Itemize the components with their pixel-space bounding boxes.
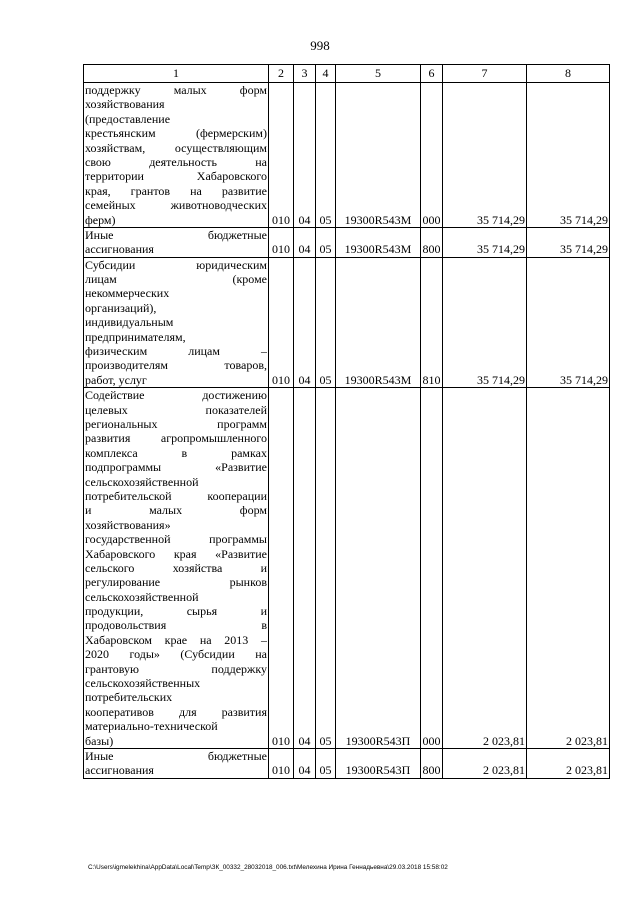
row-description — [84, 227, 269, 257]
header-cell: 5 — [336, 65, 421, 83]
ministry-code-cell: 010 — [269, 388, 294, 749]
amount-cell: 35 714,29 — [527, 257, 610, 388]
amount-cell: 2 023,81 — [443, 388, 527, 749]
description-line: физическим лицам – — [85, 344, 267, 359]
description-line: сельскохозяйственной — [85, 589, 199, 604]
row-description — [84, 388, 269, 749]
description-line: региональных программ — [85, 416, 267, 431]
description-line: (предоставление — [85, 111, 171, 126]
ministry-code-cell: 010 — [269, 748, 294, 778]
description-line: свою деятельность на — [85, 154, 267, 169]
description-line: поддержку малых форм — [85, 83, 267, 97]
subsection-code-cell: 05 — [316, 388, 336, 749]
description-line: ассигнования — [85, 242, 154, 257]
header-cell: 1 — [84, 65, 269, 83]
amount-cell: 35 714,29 — [443, 227, 527, 257]
section-code-cell: 04 — [294, 388, 316, 749]
expense-type-cell: 800 — [421, 748, 443, 778]
file-path-footer: C:\Users\igmelekhina\AppData\Local\Temp\ЗК_00332_28032018_006.txt\Мелехина Ирина Геннадьевна\29.03.2018 15:58:02 — [88, 864, 448, 871]
row-description — [84, 748, 269, 778]
description-line: Иные бюджетные — [85, 748, 267, 763]
description-line: лицам (кроме — [85, 272, 267, 287]
description-line: материально-технической — [85, 719, 218, 734]
section-code-cell: 04 — [294, 257, 316, 388]
amount-cell: 35 714,29 — [443, 83, 527, 228]
description-line: потребительской кооперации — [85, 488, 267, 503]
amount-cell: 2 023,81 — [443, 748, 527, 778]
description-line: продукции, сырья и — [85, 604, 267, 619]
description-line: территории Хабаровского — [85, 169, 267, 184]
description-line: Субсидии юридическим — [85, 257, 267, 272]
row-description — [84, 257, 269, 388]
header-cell: 8 — [527, 65, 610, 83]
description-line: Иные бюджетные — [85, 227, 267, 242]
expense-type-cell: 810 — [421, 257, 443, 388]
description-line: и малых форм — [85, 503, 267, 518]
description-line: развития агропромышленного — [85, 431, 267, 446]
subsection-code-cell: 05 — [316, 257, 336, 388]
amount-cell: 35 714,29 — [443, 257, 527, 388]
description-line: кооперативов для развития — [85, 704, 267, 719]
header-cell: 7 — [443, 65, 527, 83]
description-line: Хабаровском крае на 2013 – — [85, 632, 267, 647]
ministry-code-cell: 010 — [269, 257, 294, 388]
subsection-code-cell: 05 — [316, 227, 336, 257]
description-line: края, грантов на развитие — [85, 183, 267, 198]
description-line: государственной программы — [85, 532, 267, 547]
description-line: хозяйствам, осуществляющим — [85, 140, 267, 155]
description-line: базы) — [85, 733, 114, 748]
description-line: семейных животноводческих — [85, 198, 267, 213]
amount-cell: 2 023,81 — [527, 748, 610, 778]
target-article-cell: 19300R543П — [336, 748, 421, 778]
description-line: Содействие достижению — [85, 388, 267, 403]
description-line: подпрограммы «Развитие — [85, 460, 267, 475]
table-row — [84, 748, 610, 778]
subsection-code-cell: 05 — [316, 83, 336, 228]
description-line: хозяйствования — [85, 97, 165, 112]
expense-type-cell: 000 — [421, 83, 443, 228]
description-line: регулирование рынков — [85, 575, 267, 590]
description-line: 2020 годы» (Субсидии на — [85, 647, 267, 662]
amount-cell: 35 714,29 — [527, 227, 610, 257]
page-number: 998 — [310, 38, 330, 53]
target-article-cell: 19300R543M — [336, 83, 421, 228]
budget-table — [83, 64, 610, 779]
target-article-cell: 19300R543M — [336, 227, 421, 257]
section-code-cell: 04 — [294, 83, 316, 228]
table-row — [84, 257, 610, 388]
description-line: организаций), — [85, 300, 157, 315]
description-line: ассигнования — [85, 763, 154, 778]
description-line: потребительских — [85, 690, 173, 705]
table-row — [84, 227, 610, 257]
description-line: крестьянским (фермерским) — [85, 126, 267, 141]
description-line: производителям товаров, — [85, 358, 267, 373]
section-code-cell: 04 — [294, 748, 316, 778]
description-line: некоммерческих — [85, 286, 170, 301]
amount-cell: 2 023,81 — [527, 388, 610, 749]
ministry-code-cell: 010 — [269, 227, 294, 257]
target-article-cell: 19300R543П — [336, 388, 421, 749]
description-line: ферм) — [85, 212, 116, 227]
description-line: комплекса в рамках — [85, 445, 267, 460]
header-cell: 2 — [269, 65, 294, 83]
header-cell: 4 — [316, 65, 336, 83]
description-line: работ, услуг — [85, 372, 147, 387]
description-line: продовольствия в — [85, 618, 267, 633]
section-code-cell: 04 — [294, 227, 316, 257]
row-description — [84, 83, 269, 228]
description-line: сельскохозяйственной — [85, 474, 199, 489]
description-line: сельскохозяйственных — [85, 676, 201, 691]
ministry-code-cell: 010 — [269, 83, 294, 228]
header-cell: 3 — [294, 65, 316, 83]
description-line: целевых показателей — [85, 402, 267, 417]
header-cell: 6 — [421, 65, 443, 83]
description-line: хозяйствования» — [85, 517, 171, 532]
description-line: грантовую поддержку — [85, 661, 267, 676]
table-row — [84, 83, 610, 228]
description-line: индивидуальным — [85, 315, 174, 330]
target-article-cell: 19300R543M — [336, 257, 421, 388]
expense-type-cell: 800 — [421, 227, 443, 257]
description-line: Хабаровского края «Развитие — [85, 546, 267, 561]
expense-type-cell: 000 — [421, 388, 443, 749]
amount-cell: 35 714,29 — [527, 83, 610, 228]
header-row — [84, 65, 610, 83]
table-row — [84, 388, 610, 749]
description-line: сельского хозяйства и — [85, 560, 267, 575]
subsection-code-cell: 05 — [316, 748, 336, 778]
description-line: предпринимателям, — [85, 329, 186, 344]
